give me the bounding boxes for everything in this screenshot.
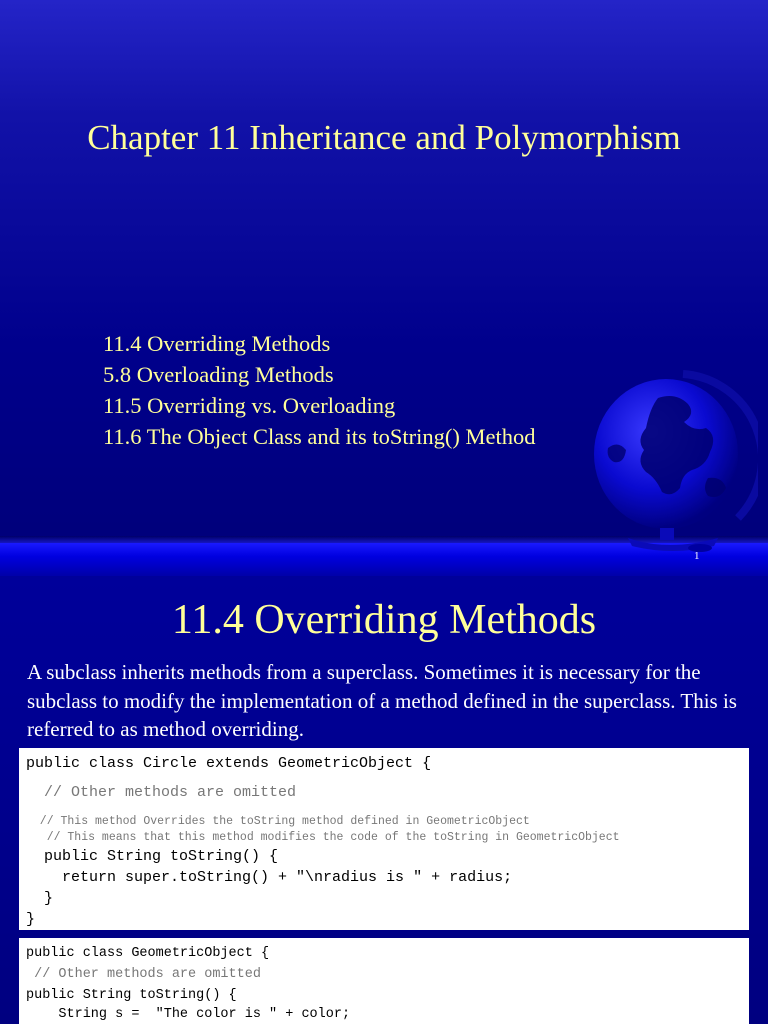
page-number: 1 (694, 550, 700, 562)
code-comment: // Other methods are omitted (26, 967, 261, 982)
code-comment: // This method Overrides the toString method defined in GeometricObject (26, 815, 530, 828)
chapter-title: Chapter 11 Inheritance and Polymorphism (87, 118, 681, 157)
code-line: public String toString() { (26, 848, 279, 865)
toc-item: 11.5 Overriding vs. Overloading (103, 393, 396, 418)
toc-item: 5.8 Overloading Methods (103, 362, 334, 387)
toc-item: 11.4 Overriding Methods (103, 331, 331, 356)
code-line: } (26, 911, 36, 928)
code-line: return super.toString() + "\nradius is " + radius; (26, 869, 513, 886)
slide-2 (0, 576, 768, 1024)
code-line: String s = "The color is " + color; (26, 1007, 351, 1022)
code-comment: // This means that this method modifies the code of the toString in GeometricObject (26, 831, 620, 844)
code-block-geometric-object (19, 938, 749, 1024)
code-line: } (26, 890, 54, 907)
code-block-circle (19, 748, 749, 930)
table-of-contents (103, 328, 535, 452)
description-paragraph: A subclass inherits methods from a superclass. Sometimes it is necessary for the subclass to modify the implementation of a method defined in the superclass. This is referred to as method overriding. (27, 660, 737, 741)
code-line: public class Circle extends GeometricObject { (26, 755, 432, 772)
code-line: public String toString() { (26, 988, 237, 1003)
section-title: 11.4 Overriding Methods (171, 597, 597, 643)
toc-item: 11.6 The Object Class and its toString() Method (103, 424, 536, 449)
code-comment: // Other methods are omitted (26, 784, 297, 801)
globe-icon (588, 368, 758, 558)
code-line: public class GeometricObject { (26, 946, 270, 961)
